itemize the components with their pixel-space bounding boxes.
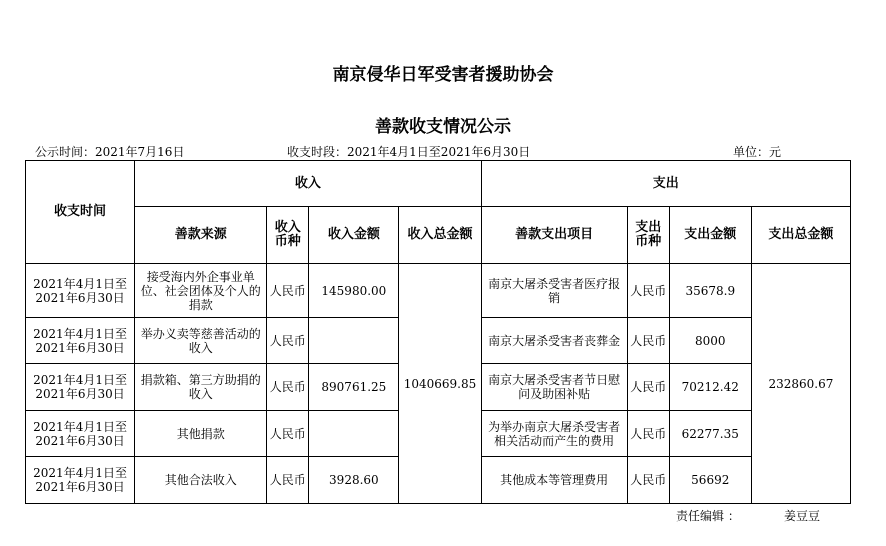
row-expense-amount: 62277.35 — [669, 411, 751, 457]
header-expense-currency: 支出币种 — [627, 207, 669, 264]
editor-label: 责任编辑 ： — [676, 509, 740, 523]
header-expense-item: 善款支出项目 — [481, 207, 627, 264]
row-time: 2021年4月1日至2021年6月30日 — [26, 411, 135, 457]
income-total-cell: 1040669.85 — [399, 264, 481, 504]
row-expense-currency: 人民币 — [627, 264, 669, 318]
row-expense-item: 其他成本等管理费用 — [481, 457, 627, 504]
header-income-amount: 收入金额 — [309, 207, 399, 264]
header-income: 收入 — [135, 161, 481, 207]
org-title: 南京侵华日军受害者援助协会 — [332, 65, 554, 85]
row-income-currency: 人民币 — [267, 364, 309, 411]
row-time: 2021年4月1日至2021年6月30日 — [26, 457, 135, 504]
header-expense-total: 支出总金额 — [751, 207, 850, 264]
row-income-source: 捐款箱、第三方助捐的收入 — [135, 364, 267, 411]
unit: 单位：元 — [733, 145, 782, 159]
editor-name: 姜豆豆 — [784, 509, 821, 523]
row-income-amount: 3928.60 — [309, 457, 399, 504]
row-income-amount: 145980.00 — [309, 264, 399, 318]
expense-total-cell: 232860.67 — [751, 264, 850, 504]
row-income-amount — [309, 411, 399, 457]
row-time: 2021年4月1日至2021年6月30日 — [26, 364, 135, 411]
header-income-source: 善款来源 — [135, 207, 267, 264]
table-row — [26, 264, 851, 318]
row-income-amount — [309, 318, 399, 364]
row-income-currency: 人民币 — [267, 411, 309, 457]
row-income-amount: 890761.25 — [309, 364, 399, 411]
row-expense-amount: 70212.42 — [669, 364, 751, 411]
row-expense-currency: 人民币 — [627, 318, 669, 364]
row-income-currency: 人民币 — [267, 457, 309, 504]
row-income-source: 接受海内外企事业单位、社会团体及个人的捐款 — [135, 264, 267, 318]
row-expense-item: 南京大屠杀受害者节日慰问及助困补贴 — [481, 364, 627, 411]
publish-date: 公示时间：2021年7月16日 — [35, 145, 185, 159]
report-title: 善款收支情况公示 — [375, 117, 511, 137]
row-expense-amount: 35678.9 — [669, 264, 751, 318]
row-income-currency: 人民币 — [267, 264, 309, 318]
row-income-source: 其他捐款 — [135, 411, 267, 457]
row-expense-item: 为举办南京大屠杀受害者相关活动而产生的费用 — [481, 411, 627, 457]
header-income-total: 收入总金额 — [399, 207, 481, 264]
row-expense-currency: 人民币 — [627, 457, 669, 504]
header-expense-amount: 支出金额 — [669, 207, 751, 264]
header-time: 收支时间 — [26, 161, 135, 264]
row-income-currency: 人民币 — [267, 318, 309, 364]
row-expense-amount: 8000 — [669, 318, 751, 364]
header-income-currency: 收入币种 — [267, 207, 309, 264]
row-time: 2021年4月1日至2021年6月30日 — [26, 318, 135, 364]
row-expense-amount: 56692 — [669, 457, 751, 504]
row-expense-item: 南京大屠杀受害者医疗报销 — [481, 264, 627, 318]
period: 收支时段：2021年4月1日至2021年6月30日 — [287, 145, 531, 159]
row-expense-currency: 人民币 — [627, 411, 669, 457]
row-income-source: 其他合法收入 — [135, 457, 267, 504]
row-income-source: 举办义卖等慈善活动的收入 — [135, 318, 267, 364]
row-time: 2021年4月1日至2021年6月30日 — [26, 264, 135, 318]
donation-table — [25, 160, 851, 504]
row-expense-item: 南京大屠杀受害者丧葬金 — [481, 318, 627, 364]
row-expense-currency: 人民币 — [627, 364, 669, 411]
header-expense: 支出 — [481, 161, 850, 207]
